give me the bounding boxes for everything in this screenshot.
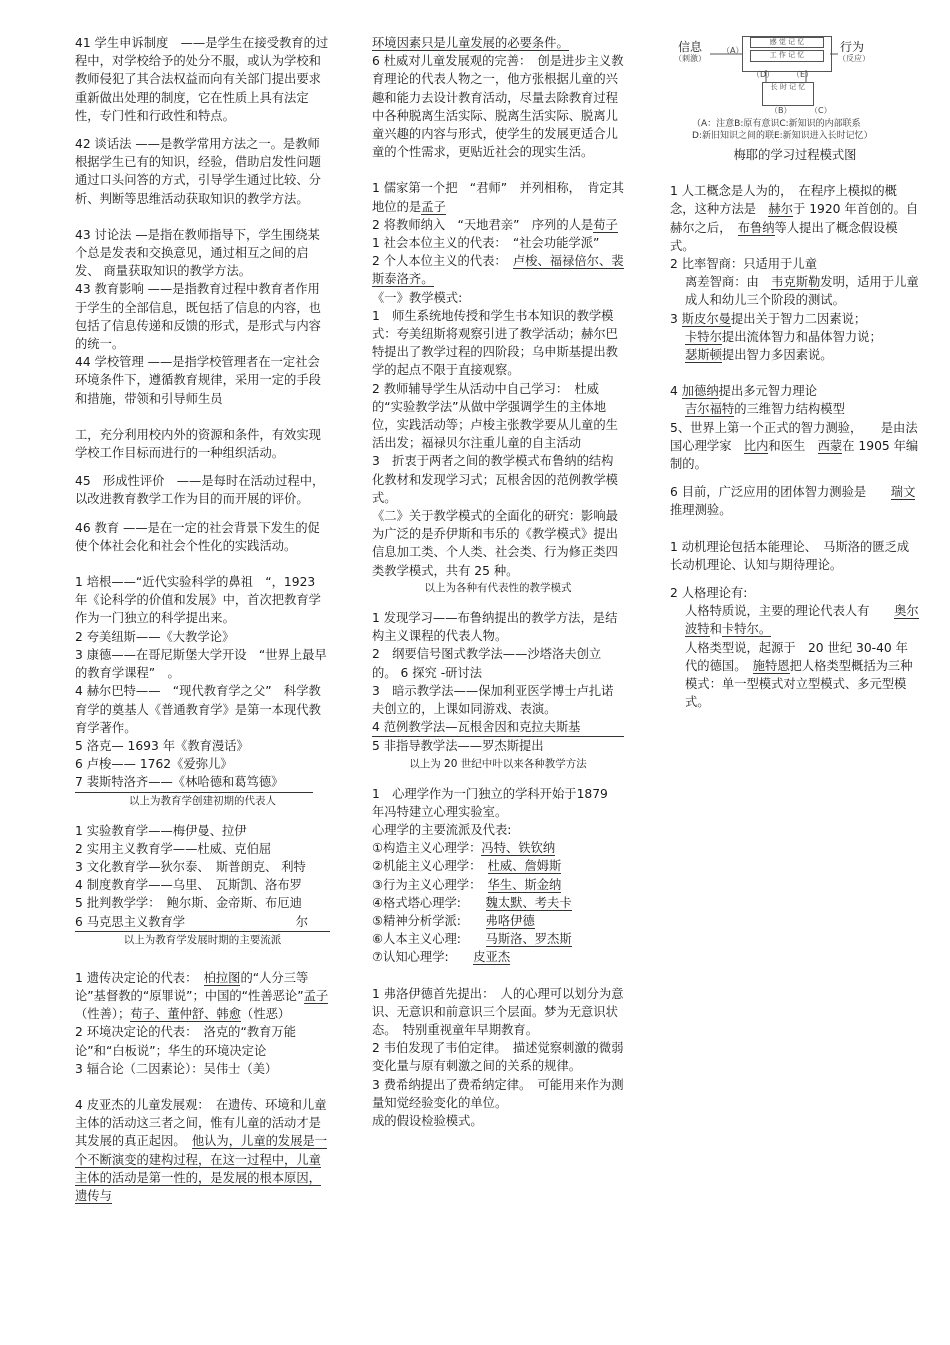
raven-entry: 6 目前，广泛应用的团体智力测验是 瑞文推理测验。 — [670, 485, 916, 518]
method-nondirective: 5 非指导教学法——罗杰斯提出 — [372, 739, 544, 754]
diagram-sensory-memory: 感 觉 记 忆 — [750, 37, 824, 48]
term-formative-evaluation: 45 形成性评价 ——是每时在活动过程中，以改进教育教学工作为目的而开展的评价。 — [75, 474, 325, 507]
term-school-management: 44 学校管理 ——是指学校管理者在一定社会环境条件下，遵循教育规律，采用一定的手段和措施，带领和引导师生员 — [75, 355, 321, 406]
deviation-iq: 离差智商：由 韦克斯勒发明，适用于儿童成人和幼儿三个阶段的测试。 — [685, 275, 919, 308]
method-discovery: 1 发现学习——布鲁纳提出的教学方法，是结构主义课程的代表人物。 — [372, 610, 618, 644]
column-middle — [372, 34, 624, 1130]
herbart-entry: 4 赫尔巴特—— “现代教育学之父” 科学教育学的奠基人《普通教育学》是第一本现代教育学著作。 — [75, 684, 321, 735]
school-cultural: 3 文化教育学—狄尔泰、 斯普朗克、 利特 — [75, 859, 306, 874]
term-school-management-cont: 工，充分利用校内外的资源和条件，有效实现学校工作目标而进行的一种组织活动。 — [75, 427, 321, 461]
diagram-long-term-memory: 长 时 记 忆 — [762, 82, 814, 106]
bacon-entry: 1 培根——“近代实验科学的鼻祖 “，1923 年《论科学的价值和发展》中，首次把教育学作为一门独立的科学提出来。 — [75, 575, 321, 626]
individual-standard: 2 个人本位主义的代表： 卢梭、福禄倍尔、裴斯泰洛齐。 — [372, 254, 624, 287]
caption-teaching-methods: 以上为 20 世纪中叶以来各种教学方法 — [409, 757, 587, 770]
method-suggestion: 3 暗示教学法——保加利亚医学博士卢扎诺夫创立的，上课如同游戏、表演。 — [372, 683, 614, 716]
term-student-appeal: 41 学生申诉制度 ——是学生在接受教育的过程中，对学校给予的处分不服，或认为学校和教师侵犯了其合法权益而向有关部门提出要求重新做出处理的制度，它在性质上具有法定性，专门性和行政性和特点。 — [75, 36, 329, 123]
psychology-origin: 1 心理学作为一门独立的学科开始于1879 年冯特建立心理实验室。 — [372, 786, 612, 819]
term-educational-influence: 43 教育影响 ——是指教育过程中教育者作用于学生的全部信息，既包括了信息的内容，也包括了信息传递和反馈的形式，是形式与内容的统一。 — [75, 282, 321, 352]
term-education: 46 教育 ——是在一定的社会背景下发生的促使个体社会化和社会个性化的实践活动。 — [75, 520, 320, 553]
hypothesis-mode: 成的假设检验模式。 — [372, 1113, 483, 1128]
school-experimental: 1 实验教育学——梅伊曼、拉伊 — [75, 823, 247, 838]
school-institutional: 4 制度教育学——乌里、 瓦斯凯、洛布罗 — [75, 878, 302, 893]
thurstone-entry: 瑟斯顿提出智力多因素说。 — [685, 348, 833, 363]
method-example: 4 范例教学法—瓦根舍因和克拉夫斯基 — [372, 718, 624, 737]
diagram-mark-e: （E） — [792, 70, 814, 79]
column-left — [75, 34, 330, 1205]
school-cognitive: ⑦认知心理学: 皮亚杰 — [372, 950, 511, 965]
diagram-caption: 梅耶的学习过程模式图 — [733, 148, 857, 162]
psychology-schools-heading: 心理学的主要流派及代表: — [372, 822, 512, 837]
locke-entry: 5 洛克— 1693 年《教育漫话》 — [75, 738, 249, 753]
teacher-tiandijunqin: 2 将教师纳入 “天地君亲” 序列的人是荀子 — [372, 217, 618, 232]
caption-teaching-modes: 以上为各种有代表性的教学模式 — [424, 581, 572, 594]
diagram-legend-1: （A：注意B:原有意识C:新知识的内部联系 — [692, 119, 861, 129]
method-outline-signal: 2 纲要信号图式教学法——沙塔洛夫创立的。 6 探究 -研讨法 — [372, 647, 602, 680]
school-functionalism: ②机能主义心理学： 杜威、詹姆斯 — [372, 859, 562, 874]
cattell-entry: 卡特尔提出流体智力和晶体智力说； — [685, 329, 882, 344]
school-critical: 5 批判教学学： 鲍尔斯、金帝斯、布厄迪 — [75, 896, 302, 911]
diagram-mark-b: （B） — [770, 106, 792, 115]
school-behaviorism: ③行为主义心理学： 华生、斯金纳 — [372, 877, 562, 892]
school-psychoanalysis: ⑤精神分析学派: 弗咯伊德 — [372, 913, 535, 928]
diagram-mark-a: （A） — [722, 46, 744, 55]
convergence-theory: 3 辐合论（二因素论）：吴伟士（美） — [75, 1061, 278, 1076]
gardner-entry: 4 加德纳提出多元智力理论 — [670, 384, 818, 399]
school-pragmatism: 2 实用主义教育学——杜威、克伯屈 — [75, 841, 272, 856]
rousseau-entry: 6 卢梭—— 1762《爱弥儿》 — [75, 757, 233, 772]
piaget-development-view: 4 皮亚杰的儿童发展观： 在遗传、环境和儿童主体的活动这三者之间，惟有儿童的活动才是其发展的真正起因。 他认为，儿童的发展是一个不断演变的建构过程，在这一过程中，儿童主体的活动是第一性的，是发展的根本原因，遗传与 — [75, 1097, 328, 1203]
school-marxist: 6 马克思主义教育学 尔 — [75, 913, 330, 932]
comenius-entry: 2 夸美纽斯——《大教学论》 — [75, 629, 235, 644]
school-gestalt: ④格式塔心理学: 魏太默、考夫卡 — [372, 895, 572, 910]
diagram-mark-d: （D） — [752, 70, 775, 79]
fechner-entry: 3 费希纳提出了费希纳定律。 可能用来作为测量知觉经验变化的单位。 — [372, 1077, 624, 1110]
society-standard: 1 社会本位主义的代表： “社会功能学派” — [372, 236, 600, 251]
artificial-concept: 1 人工概念是人为的， 在程序上模拟的概念，这种方法是 赫尔于 1920 年首创的。自赫尔之后， 布鲁纳等人提出了概念假设模式。 — [670, 184, 919, 253]
spearman-entry: 3 斯皮尔曼提出关于智力二因素说； — [670, 311, 867, 326]
environment-determinism: 2 环境决定论的代表： 洛克的“教育万能论”和“白板说”；华生的环境决定论 — [75, 1025, 297, 1058]
trait-theory: 人格特质说，主要的理论代表人有 奥尔波特和卡特尔。 — [685, 604, 919, 637]
diagram-output-sub: （反应） — [838, 54, 870, 63]
diagram-arrows — [670, 34, 920, 118]
freud-entry: 1 弗洛伊德首先提出： 人的心理可以划分为意识、无意识和前意识三个层面。梦为无意识状态。 特别重视童年早期教育。 — [372, 986, 624, 1037]
mayer-learning-diagram — [670, 34, 920, 144]
diagram-input-sub: （刺激） — [674, 54, 706, 63]
dewey-development-view: 6 杜威对儿童发展观的完善： 创是进步主义教育理论的代表人物之一，他方张根据儿童的兴趣和能力去设计教育活动，尽量去除教育过程中各种脱离生活实际、脱离生活实际、脱离儿童兴趣的内容与形式，使学生的发展更适合儿童的个性需求，更贴近社会的现实生活。 — [372, 54, 624, 160]
caption-early-representatives: 以上为教育学创建初期的代表人 — [129, 794, 276, 807]
teaching-mode-3: 3 折衷于两者之间的教学模式布鲁纳的结构化教材和发现学习式；瓦根舍因的范例教学模式。 — [372, 454, 618, 505]
motivation-theories: 1 动机理论包括本能理论、 马斯洛的匮乏成长动机理论、认知与期待理论。 — [670, 539, 910, 572]
column-right — [670, 34, 920, 711]
term-discussion-method: 43 讨论法 —是指在教师指导下，学生围绕某个总是发表和交换意见，通过相互之间的启发、 商量获取知识的教学方法。 — [75, 227, 320, 279]
diagram-input-label: 信息 — [678, 40, 703, 54]
school-humanistic: ⑥人本主义心理: 马斯洛、罗杰斯 — [372, 932, 572, 947]
ratio-iq: 2 比率智商：只适用于儿童 — [670, 257, 817, 272]
heredity-determinism: 1 遗传决定论的代表： 柏拉图的“人分三等论”基督教的“原罪说”；中国的“性善恶论”孟子（性善）；荀子、董仲舒、韩愈（性恶） — [75, 970, 329, 1022]
binet-simon-entry: 5、世界上第一个正式的智力测验， 是由法国心理学家 比内和医生 西蒙在 1905 年编制的。 — [670, 420, 919, 472]
personality-theories-heading: 2 人格理论有: — [670, 586, 748, 601]
pestalozzi-entry: 7 裴斯特洛齐——《林哈德和葛笃德》 — [75, 773, 313, 792]
teacher-status-confucian: 1 儒家第一个把 “君师” 并列相称， 肯定其地位的是孟子 — [372, 181, 624, 214]
diagram-mark-c: （C） — [810, 106, 832, 115]
teaching-mode-1: 1 师生系统地传授和学生书本知识的教学模式：夸美纽斯将观察引进了教学活动；赫尔巴特提出了教学过程的四阶段；乌申斯基提出教学的起点不限于直接观察。 — [372, 308, 618, 378]
guilford-entry: 吉尔福特的三维智力结构模型 — [685, 402, 845, 417]
kant-entry: 3 康德——在哥尼斯堡大学开设 “世界上最早的教育学课程” 。 — [75, 647, 327, 681]
caption-main-schools: 以上为教育学发展时期的主要流派 — [123, 933, 282, 946]
teaching-modes-research: 《二》关于教学模式的全面化的研究：影响最为广泛的是乔伊斯和韦乐的《教学模式》提出信息加工类、个人类、社会类、行为修正类四类教学模式，共有 25 种。 — [372, 509, 618, 578]
school-structuralism: ①构造主义心理学：冯特、铁钦纳 — [372, 841, 556, 856]
diagram-working-memory: 工 作 记 忆 — [750, 50, 824, 62]
teaching-modes-heading: 《一》教学模式: — [372, 290, 463, 305]
type-theory: 人格类型说，起源于 20 世纪 30-40 年代的德国。 施特恩把人格类型概括为三种模式：单一型模式对立型模式、多元型模式。 — [685, 640, 913, 710]
term-conversation-method: 42 谈话法 ——是教学常用方法之一。是教师根据学生已有的知识，经验，借助启发性问题通过口头问答的方式，引导学生通过比较、分析、判断等思维活动获取知识的教学方法。 — [75, 137, 321, 206]
piaget-continuation: 环境因素只是儿童发展的必要条件。 — [372, 36, 569, 50]
diagram-legend-2: D:新旧知识之间的联E:新知识进入长时记忆） — [692, 131, 873, 141]
teaching-mode-2: 2 教师辅导学生从活动中自己学习： 杜威的“实验教学法”从做中学强调学生的主体地位，实践活动等；卢梭主张教学要从儿童的生活出发；福禄贝尔注重儿童的自主活动 — [372, 381, 618, 451]
diagram-output-label: 行为 — [840, 40, 865, 54]
weber-entry: 2 韦伯发现了韦伯定律。 描述觉察刺激的微弱变化量与原有刺激之间的关系的规律。 — [372, 1041, 624, 1074]
